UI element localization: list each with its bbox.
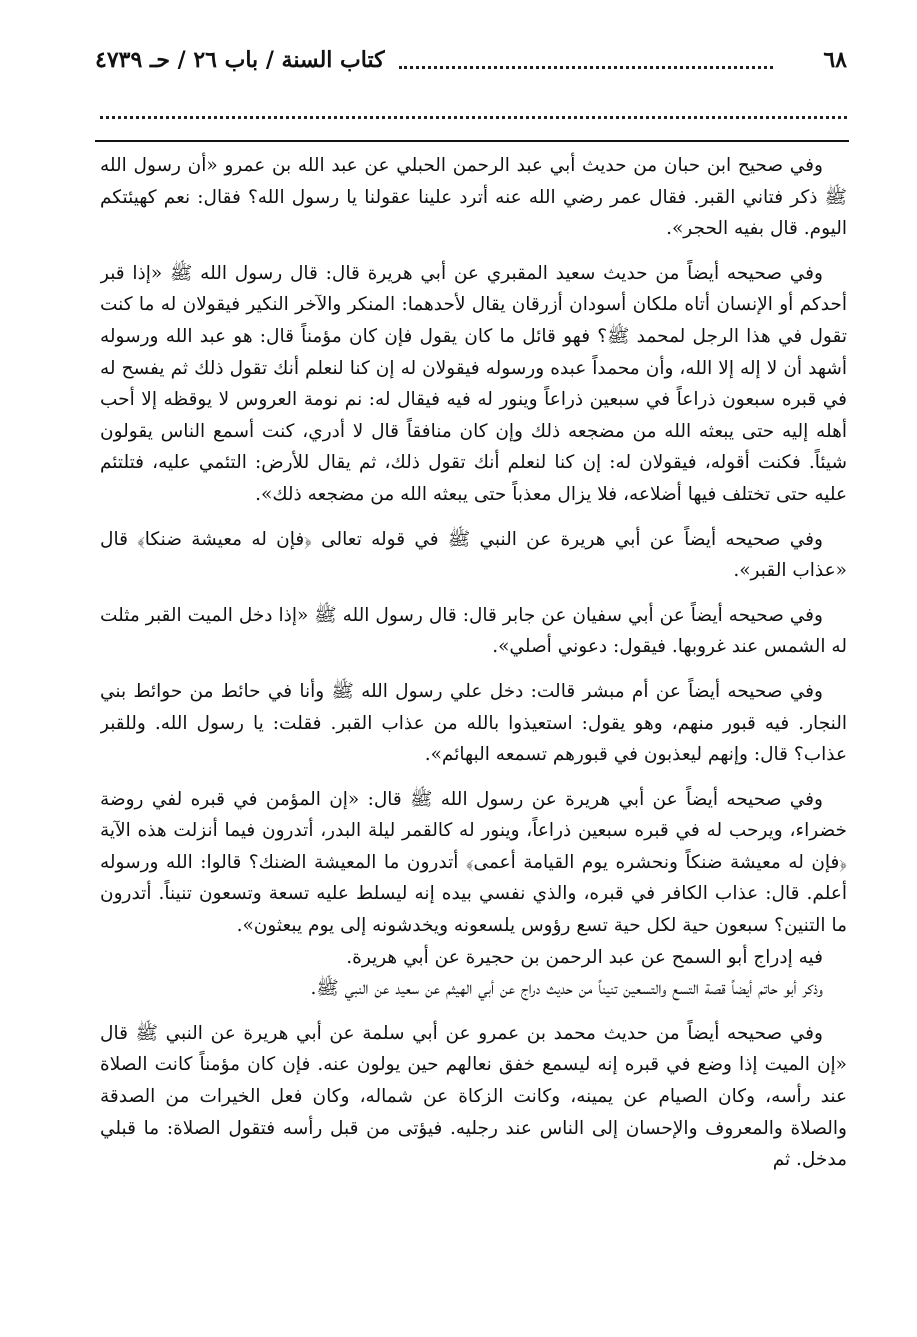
paragraph: وفي صحيحه أيضاً من حديث سعيد المقبري عن أبي هريرة قال: قال رسول الله ﷺ «إذا قبر أحدكم أو الإنسان أتاه ملكان أسودان أزرقان يقال لأحدهما: المنكر والآخر النكير فيقولان له ما كنت تقول في هذا الرجل لمحمد ﷺ؟ فهو قائل ما كان يقول فإن كان مؤمناً قال: هو عبد الله ورسوله أشهد أن لا إله إلا الله، وأن محمداً عبده ورسوله فيقولان له إن كنا لنعلم أنك تقول ذلك ثم يفسح له في قبره سبعون ذراعاً في سبعين ذراعاً وينور له فيه فيقال له: نم نومة العروس لا يوقظه إلا أحب أهله إليه حتى يبعثه الله من مضجعه ذلك وإن كان منافقاً قال لا أدري، كنت أسمع الناس يقولون شيئاً. فكنت أقوله، فيقولان له: إن كنا لنعلم أنك تقول ذلك، ثم يقال للأرض: التئمي عليه، فتلتئم عليه حتى تختلف فيها أضلاعه، فلا يزال معذباً حتى يبعثه الله من مضجعه ذلك». — [100, 262, 847, 505]
paragraph: وفي صحيحه أيضاً عن أبي هريرة عن رسول الله ﷺ قال: «إن المؤمن في قبره لفي روضة خضراء، ويرحب له في قبره سبعين ذراعاً، وينور له كالقمر ليلة البدر، أتدرون فيما أنزلت هذه الآية ﴿فإن له معيشة ضنكاً ونحشره يوم القيامة أعمى﴾ أتدرون ما المعيشة الضنك؟ قالوا: الله ورسوله أعلم. قال: عذاب الكافر في قبره، والذي نفسي بيده إنه ليسلط عليه تسعة وتسعون تنيناً. أتدرون ما التنين؟ سبعون حية لكل حية تسع رؤوس يلسعونه ويخدشونه إلى يوم يبعثون». — [100, 788, 847, 937]
header-rule — [95, 140, 849, 142]
running-title: كتاب السنة / باب ٢٦ / حـ ٤٧٣٩ — [95, 47, 385, 73]
body-text — [100, 150, 847, 1327]
dotted-separator — [100, 116, 847, 119]
paragraph: وفي صحيحه أيضاً عن أبي هريرة عن النبي ﷺ في قوله تعالى ﴿فإن له معيشة ضنكا﴾ قال «عذاب القبر». — [100, 528, 847, 582]
paragraph: وفي صحيحه أيضاً من حديث محمد بن عمرو عن أبي سلمة عن أبي هريرة عن النبي ﷺ قال «إن الميت إذا وضع في قبره إنه ليسمع خفق نعالهم حين يولون عنه. فإن كان مؤمناً كانت الصلاة عند رأسه، وكان الصيام عن يمينه، وكانت الزكاة عن شماله، وكان فعل الخيرات من الصدقة والصلاة والمعروف والإحسان إلى الناس عند رجليه. فيؤتى من قبل رأسه فتقول الصلاة: ما قبلي مدخل. ثم — [100, 1022, 847, 1171]
page-number: ٦٨ — [823, 47, 847, 73]
paragraph: فيه إدراج أبو السمح عن عبد الرحمن بن حجيرة عن أبي هريرة. — [346, 946, 823, 968]
paragraph: وفي صحيحه أيضاً عن أم مبشر قالت: دخل علي رسول الله ﷺ وأنا في حائط من حوائط بني النجار. فيه قبور منهم، وهو يقول: استعيذوا بالله من عذاب القبر. فقلت: يا رسول الله. وللقبر عذاب؟ قال: وإنهم ليعذبون في قبورهم تسمعه البهائم». — [100, 680, 847, 766]
paragraph: وفي صحيحه أيضاً عن أبي سفيان عن جابر قال: قال رسول الله ﷺ «إذا دخل الميت القبر مثلت له الشمس عند غروبها. فيقول: دعوني أصلي». — [100, 604, 847, 658]
paragraph: وفي صحيح ابن حبان من حديث أبي عبد الرحمن الحبلي عن عبد الله بن عمرو «أن رسول الله ﷺ ذكر فتاني القبر. فقال عمر رضي الله عنه أترد علينا عقولنا يا رسول الله؟ فقال: نعم كهيئتكم اليوم. قال بفيه الحجر». — [100, 155, 847, 240]
paragraph: وذكر أبو حاتم أيضاً قصة التسع والتسعين تنيناً من حديث دراج عن أبي الهيثم عن سعيد عن النبي ﷺ. — [310, 978, 823, 1000]
header-dotted-leader — [399, 64, 773, 69]
page-header — [95, 40, 847, 80]
